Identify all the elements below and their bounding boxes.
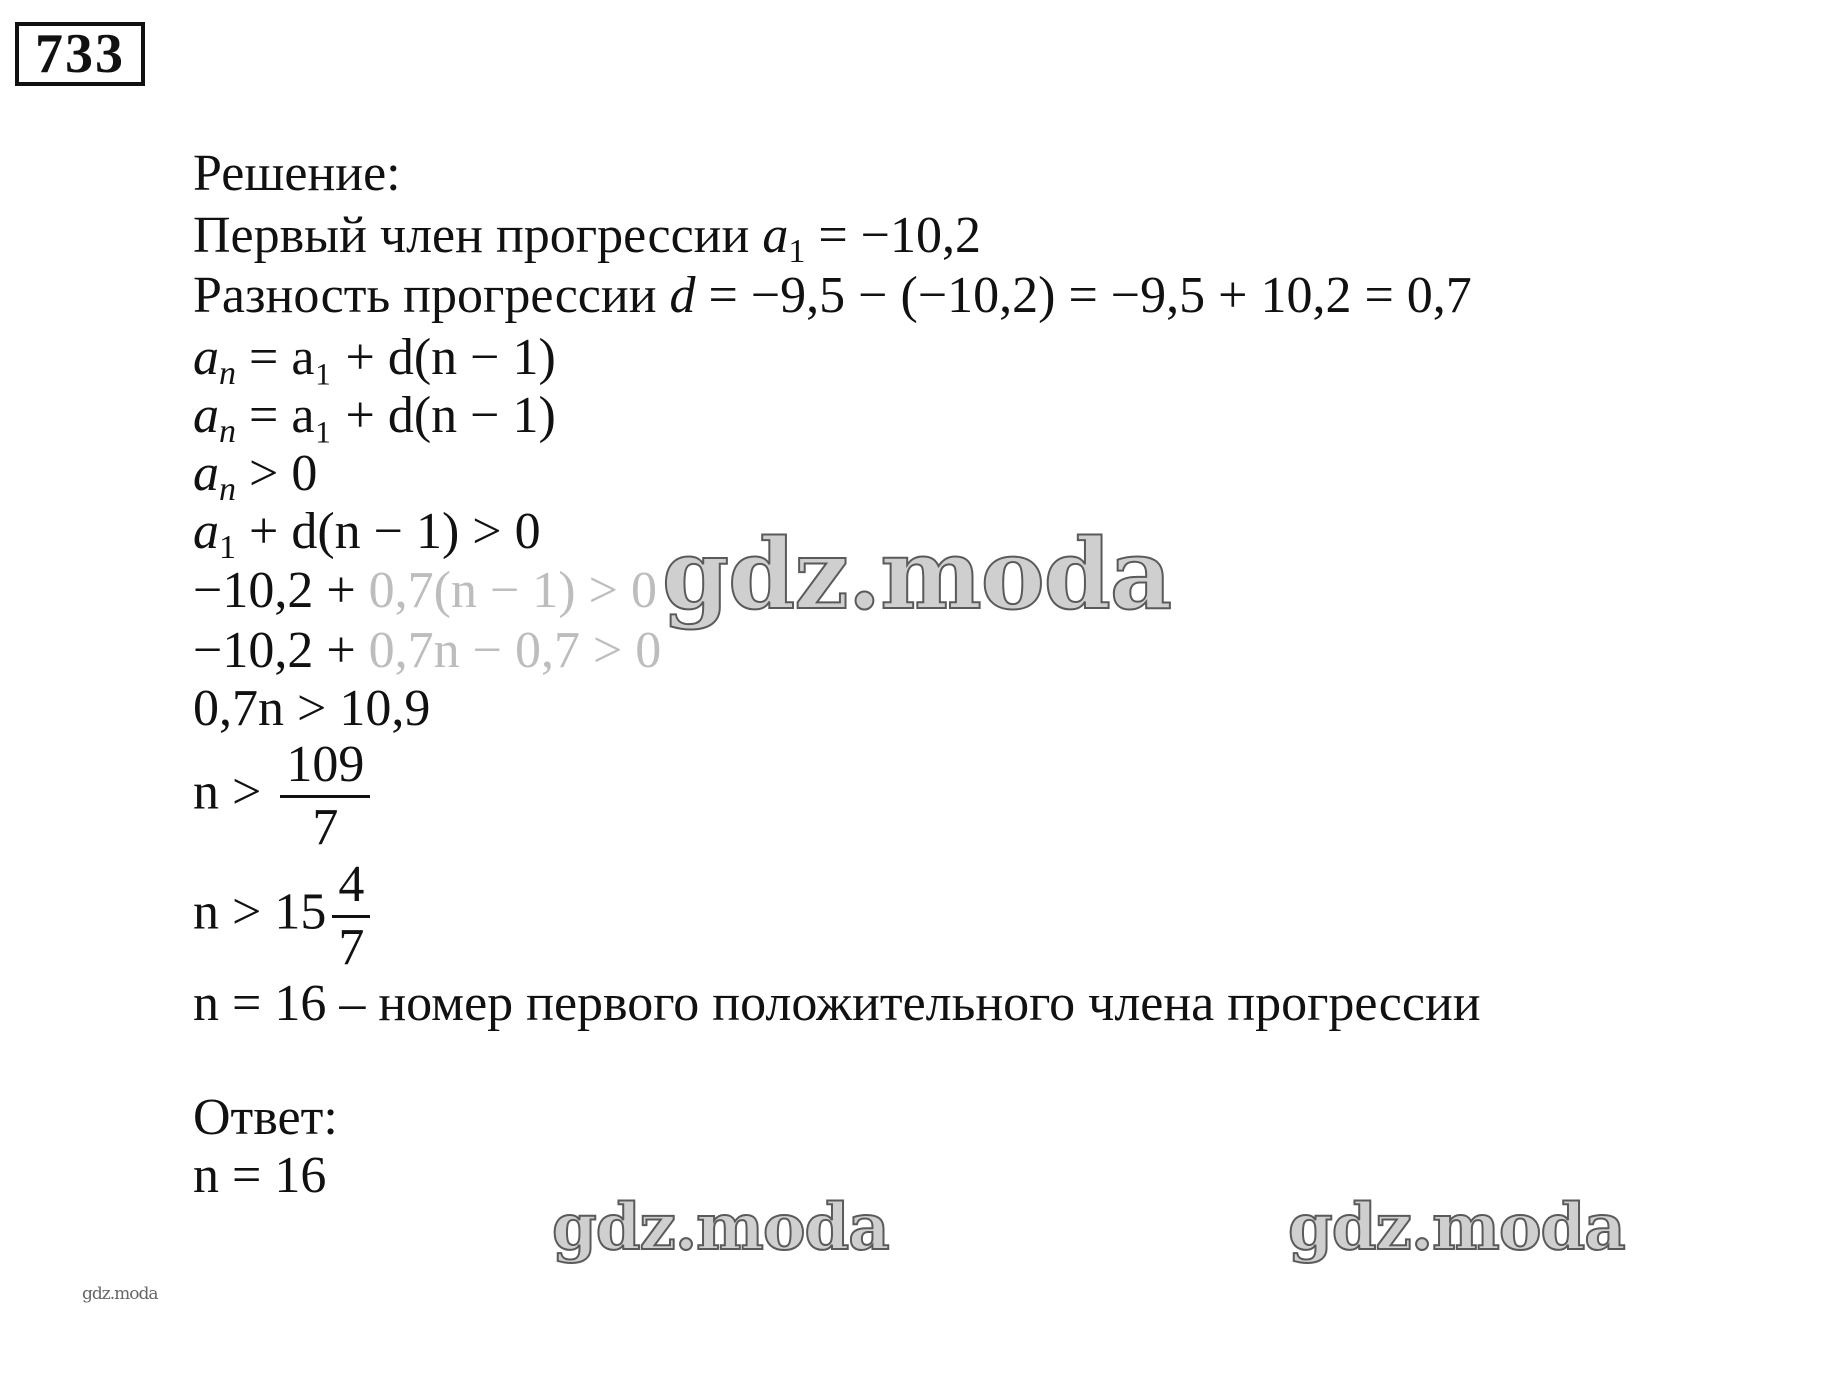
fraction-4-7 bbox=[332, 855, 370, 978]
answer-label: Ответ: bbox=[193, 1089, 338, 1146]
difference-line bbox=[193, 262, 1472, 330]
fraction-1-denominator: 7 bbox=[280, 795, 370, 858]
inequality-3-right: 0,7n − 0,7 > 0 bbox=[368, 622, 662, 679]
conclusion-text: – номер первого положительного члена прогрессии bbox=[326, 975, 1481, 1032]
condition-line: $a_n > 0$ bbox=[193, 445, 318, 508]
fraction-line-1 bbox=[193, 735, 370, 858]
inequality-3-left: −10,2 + bbox=[193, 622, 369, 679]
formula-2-rest: = a₁ + d(n − 1) bbox=[249, 387, 556, 444]
fraction-1-numerator: 109 bbox=[286, 736, 365, 793]
conclusion-line bbox=[193, 970, 1481, 1038]
first-term-line bbox=[193, 202, 981, 270]
fraction-1-left: n > bbox=[193, 763, 275, 821]
watermark-right: gdz.moda bbox=[1288, 1190, 1625, 1265]
first-term-var: a bbox=[762, 207, 789, 264]
condition-rest: > 0 bbox=[249, 445, 318, 502]
inequality-2-right: 0,7(n − 1) > 0 bbox=[368, 562, 657, 619]
difference-var: d bbox=[669, 267, 696, 324]
fraction-109-7 bbox=[280, 735, 370, 858]
watermark-large: gdz.moda bbox=[662, 518, 1172, 631]
inequality-line-4: 0,7n > 10,9 bbox=[193, 680, 431, 737]
fraction-2-numerator: 4 bbox=[338, 856, 365, 913]
first-term-text: Первый член прогрессии bbox=[193, 207, 763, 264]
first-term-value: = −10,2 bbox=[805, 207, 981, 264]
formula-line-2: $a_n = a_1 + d(n - 1)$ bbox=[193, 387, 556, 450]
difference-text: Разность прогрессии bbox=[193, 267, 670, 324]
fraction-2-left: n > 15 bbox=[193, 883, 327, 941]
fraction-2-denominator: 7 bbox=[332, 915, 370, 978]
answer-value: n = 16 bbox=[193, 1147, 327, 1204]
difference-value: = −9,5 − (−10,2) = −9,5 + 10,2 = 0,7 bbox=[695, 267, 1472, 324]
conclusion-math: n = 16 bbox=[193, 975, 327, 1032]
inequality-line-1: $a_1 + d(n - 1) > 0$ bbox=[193, 503, 541, 566]
fraction-line-2 bbox=[193, 855, 370, 978]
solution-heading: Решение: bbox=[193, 145, 401, 202]
first-term-sub: 1 bbox=[788, 233, 806, 270]
watermark-small: gdz.moda bbox=[82, 1284, 158, 1304]
formula-1-rest: = a₁ + d(n − 1) bbox=[249, 329, 556, 386]
problem-number: 733 bbox=[15, 22, 145, 86]
inequality-2-left: −10,2 + bbox=[193, 562, 369, 619]
formula-line-1: $a_n = a_1 + d(n - 1)$ bbox=[193, 329, 556, 392]
watermark-left: gdz.moda bbox=[552, 1190, 889, 1265]
inequality-1-rest: + d(n − 1) > 0 bbox=[249, 503, 541, 560]
inequality-line-2 bbox=[193, 557, 657, 625]
